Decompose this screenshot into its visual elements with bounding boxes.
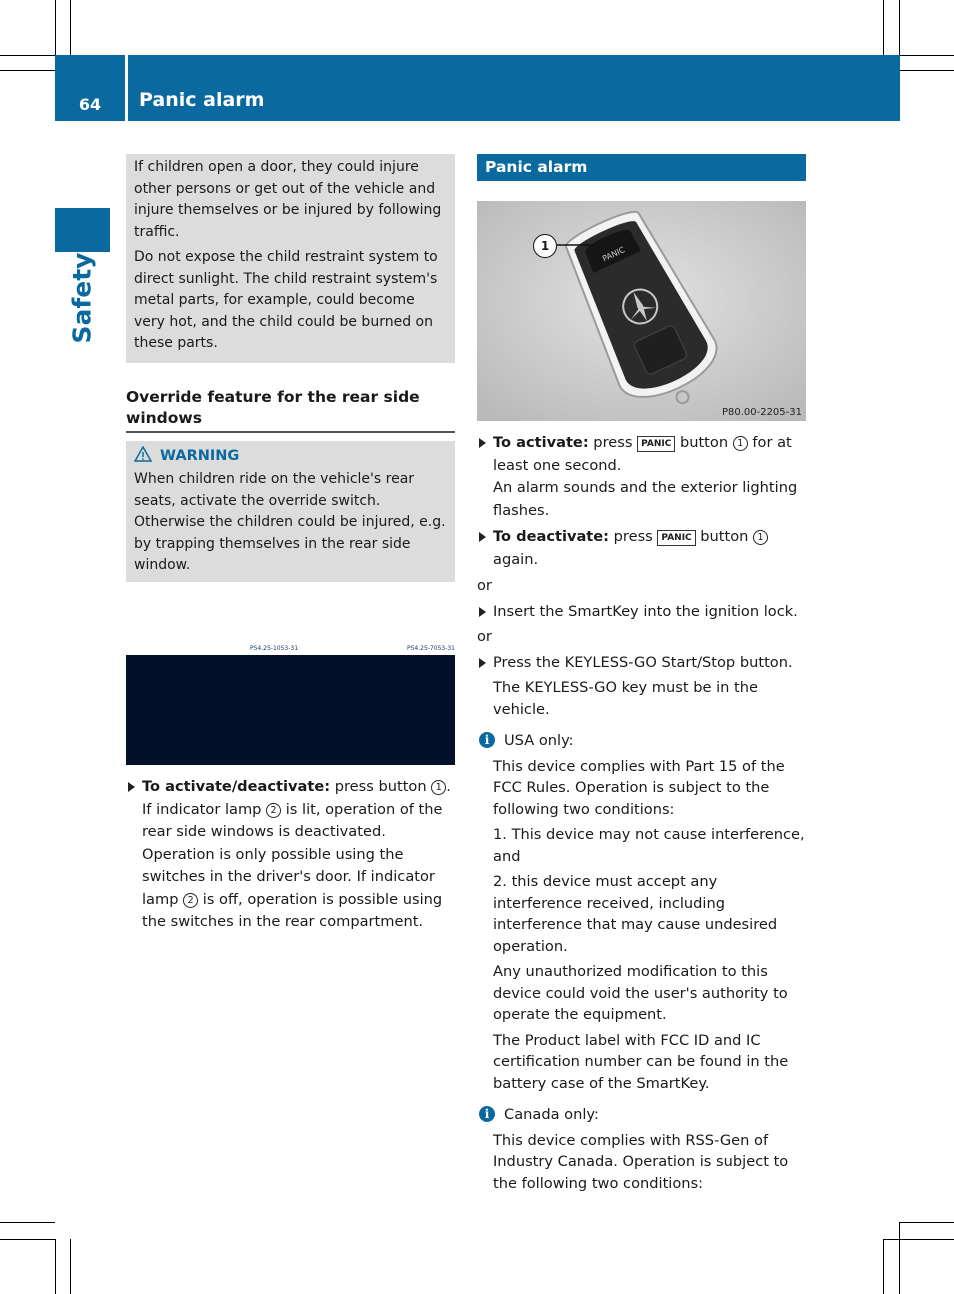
- smartkey-figure: [477, 201, 806, 421]
- step-result: An alarm sounds and the exterior lighting flashes.: [493, 479, 798, 519]
- figure-dark-band: [126, 655, 455, 765]
- warning-triangle-icon: [134, 446, 152, 462]
- step-text: press button: [330, 778, 432, 795]
- info-usa: [477, 730, 808, 752]
- info-paragraph: 2. this device must accept any interference received, including interference that may cause undesired operation.: [493, 873, 778, 955]
- side-section-label: Safety: [67, 252, 97, 344]
- info-paragraph: This device complies with Part 15 of the FCC Rules. Operation is subject to the following two conditions:: [493, 757, 785, 818]
- left-step: [126, 776, 458, 934]
- note-paragraph: If children open a door, they could injure other persons or get out of the vehicle and injure themselves or be injured by following traffic.: [134, 159, 442, 240]
- header-divider: [125, 55, 128, 121]
- step-text: .: [446, 778, 451, 795]
- step-press-start-stop: Press the KEYLESS-GO Start/Stop button.: [477, 652, 808, 674]
- info-paragraph: Any unauthorized modification to this device could void the user's authority to operate the equipment.: [493, 963, 788, 1023]
- callout-marker: 1: [431, 780, 446, 795]
- override-switch-figure: [126, 645, 455, 765]
- step-deactivate: [477, 526, 808, 571]
- crop-mark: [899, 0, 900, 55]
- step-text: is lit, operation of the rear side windows is deactivated. Operation is only possible using the switches in the driver's door. If indicator lamp: [142, 800, 443, 908]
- page-header: [55, 55, 900, 121]
- right-column: [477, 432, 808, 1194]
- step-text: press: [588, 434, 638, 451]
- step-text: press: [609, 528, 658, 545]
- page-number: 64: [78, 95, 102, 114]
- step-text: again.: [493, 550, 539, 568]
- crop-mark: [899, 55, 954, 56]
- or-separator: or: [477, 577, 492, 594]
- info-label: USA only:: [504, 732, 574, 749]
- panic-key-badge: PANIC: [637, 436, 675, 452]
- step-insert-smartkey: Insert the SmartKey into the ignition lock.: [477, 601, 808, 623]
- step-text: button: [675, 434, 733, 451]
- crop-mark: [883, 1239, 884, 1294]
- crop-mark: [899, 70, 954, 71]
- figure-callout: 1: [533, 234, 557, 258]
- info-canada: [477, 1104, 808, 1126]
- section-heading: Override feature for the rear side windows: [126, 387, 420, 427]
- info-label: Canada only:: [504, 1106, 599, 1123]
- crop-mark: [0, 1222, 55, 1223]
- page-title: Panic alarm: [139, 89, 265, 111]
- warning-box: [126, 441, 455, 582]
- callout-marker: 1: [753, 530, 768, 545]
- panic-key-label: PANIC: [601, 245, 627, 264]
- info-paragraph: This device complies with RSS-Gen of Industry Canada. Operation is subject to the following two conditions:: [493, 1131, 789, 1192]
- crop-mark: [883, 1239, 954, 1240]
- step-bold-label: To deactivate:: [493, 528, 610, 545]
- figure-code: P80.00-2205-31: [721, 407, 802, 418]
- info-icon: i: [479, 1106, 495, 1122]
- step-activate-deactivate: [126, 776, 458, 934]
- or-separator: or: [477, 628, 492, 645]
- figure-code: P54.25-7053-31: [406, 645, 455, 652]
- step-text: If indicator lamp: [142, 800, 267, 818]
- side-tab-marker: [55, 208, 110, 252]
- step-text: for at least one second.: [493, 434, 792, 474]
- step-bold-label: To activate/deactivate:: [142, 778, 331, 795]
- crop-mark: [55, 0, 56, 55]
- crop-mark: [70, 1239, 71, 1294]
- keyless-note: The KEYLESS-GO key must be in the vehicle.: [493, 679, 758, 718]
- step-text: is off, operation is possible using the switches in the rear compartment.: [142, 890, 443, 930]
- crop-mark: [0, 1239, 55, 1240]
- left-column: [126, 154, 455, 582]
- crop-mark: [0, 55, 55, 56]
- crop-mark: [0, 70, 55, 71]
- step-bold-label: To activate:: [493, 434, 589, 451]
- info-icon: i: [479, 732, 495, 748]
- crop-mark: [55, 1239, 56, 1294]
- crop-mark: [70, 0, 71, 55]
- info-paragraph: 1. This device may not cause interference, and: [493, 826, 805, 865]
- step-text: button: [695, 528, 754, 545]
- crop-mark: [899, 1222, 954, 1223]
- info-paragraph: The Product label with FCC ID and IC certification number can be found in the battery case of the SmartKey.: [493, 1031, 789, 1092]
- panic-key-badge: PANIC: [657, 530, 695, 546]
- note-paragraph: Do not expose the child restraint system to direct sunlight. The child restraint system's metal parts, for example, could become very hot, and the child could be burned on these parts.: [134, 249, 438, 351]
- crop-mark: [883, 0, 884, 55]
- callout-marker: 2: [266, 803, 281, 818]
- smartkey-illustration: [477, 201, 806, 421]
- figure-code: P54.25-1053-31: [250, 645, 299, 652]
- callout-marker: 1: [733, 436, 748, 451]
- section-bar: Panic alarm: [477, 154, 806, 181]
- step-activate: [477, 432, 808, 522]
- warning-text: When children ride on the vehicle's rear seats, activate the override switch. Otherwise the children could be injured, e.g. by trapping themselves in the rear side window.: [134, 471, 446, 573]
- callout-marker: 2: [183, 893, 198, 908]
- warning-label: WARNING: [160, 447, 240, 464]
- crop-mark: [899, 1222, 900, 1294]
- warning-heading: [134, 446, 448, 468]
- note-box: [126, 154, 455, 363]
